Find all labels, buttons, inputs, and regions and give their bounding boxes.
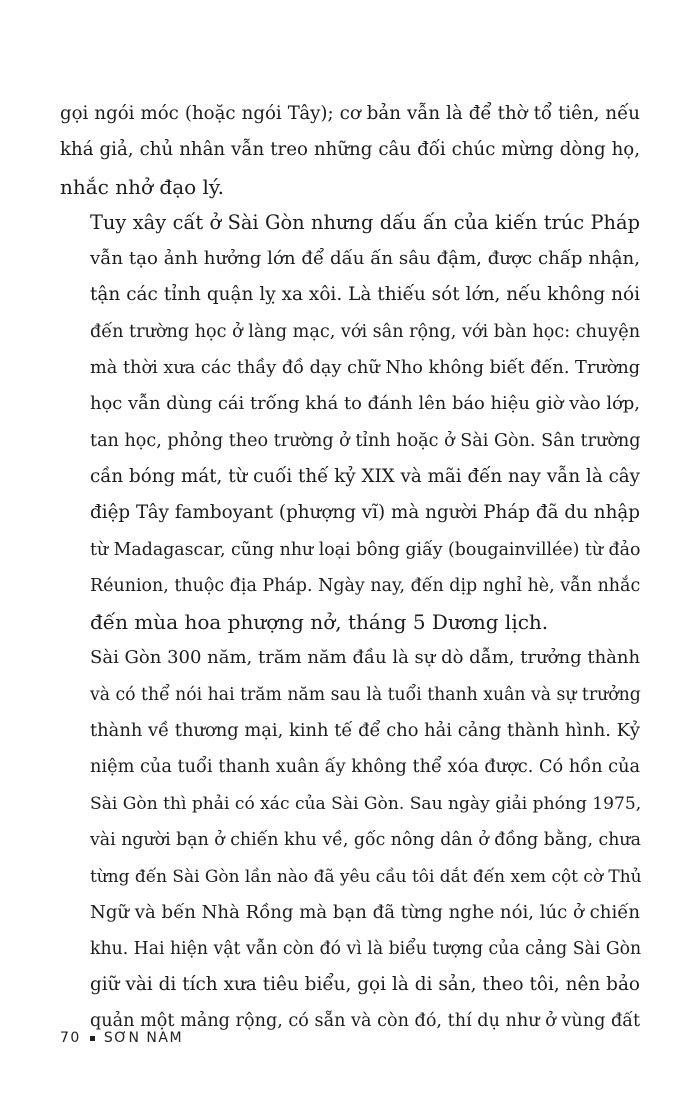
text-line: mà thời xưa các thầy đồ dạy chữ Nho không biết đến. Trường [90, 358, 641, 379]
text-line: tận các tỉnh quận lỵ xa xôi. Là thiếu sót lớn, nếu không nói [90, 284, 640, 306]
text-line: niệm của tuổi thanh xuân ấy không thể xóa được. Có hồn của [90, 757, 641, 778]
text-line: quản một mảng rộng, có sẵn và còn đó, thí dụ như ở vùng đất [90, 1011, 641, 1032]
text-line: đến trường học ở làng mạc, với sân rộng, với bàn học: chuyện [90, 321, 641, 342]
paragraph [60, 640, 640, 1039]
text-line: học vẫn dùng cái trống khá to đánh lên báo hiệu giờ vào lớp, [90, 393, 640, 415]
text-line: cần bóng mát, từ cuối thế kỷ XIX và mãi đến nay vẫn là cây [90, 465, 640, 487]
text-line: khu. Hai hiện vật vẫn còn đó vì là biểu tượng của cảng Sài Gòn [90, 938, 642, 959]
text-line: Sài Gòn thì phải có xác của Sài Gòn. Sau ngày giải phóng 1975, [90, 793, 642, 814]
text-line: vài người bạn ở chiến khu về, gốc nông dân ở đồng bằng, chưa [90, 829, 641, 850]
text-line: đến mùa hoa phượng nở, tháng 5 Dương lịch. [90, 610, 549, 635]
text-line: nhắc nhở đạo lý. [60, 174, 224, 199]
paragraph [60, 96, 640, 205]
text-line: thành về thương mại, kinh tế để cho hải cảng thành hình. Kỷ [90, 720, 640, 742]
text-line: Réunion, thuộc địa Pháp. Ngày nay, đến dịp nghỉ hè, vẫn nhắc [90, 575, 641, 596]
text-line: Sài Gòn 300 năm, trăm năm đầu là sự dò dẫm, trưởng thành [90, 647, 641, 669]
page-footer [60, 1030, 183, 1046]
text-line: Ngữ và bến Nhà Rồng mà bạn đã từng nghe nói, lúc ở chiến [90, 901, 640, 923]
text-line: giữ vài di tích xưa tiêu biểu, gọi là di sản, theo tôi, nên bảo [90, 974, 640, 996]
bullet-separator [90, 1036, 95, 1041]
text-line: từng đến Sài Gòn lần nào đã yêu cầu tôi dắt đến xem cột cờ Thủ [90, 866, 642, 887]
page-number: 70 [60, 1030, 81, 1046]
text-line: Tuy xây cất ở Sài Gòn nhưng dấu ấn của kiến trúc Pháp [90, 210, 640, 234]
text-line: khá giả, chủ nhân vẫn treo những câu đối chúc mừng dòng họ, [60, 139, 640, 161]
text-line: tan học, phỏng theo trường ở tỉnh hoặc ở Sài Gòn. Sân trường [90, 430, 641, 451]
text-line: từ Madagascar, cũng như loại bông giấy (bougainvillée) từ đảo [90, 539, 641, 560]
author-name: SƠN NAM [103, 1030, 184, 1046]
text-line: và có thể nói hai trăm năm sau là tuổi thanh xuân và sự trưởng [90, 684, 641, 705]
paragraph [60, 205, 640, 641]
text-line: vẫn tạo ảnh hưởng lớn để dấu ấn sâu đậm, được chấp nhận, [90, 248, 640, 270]
text-line: gọi ngói móc (hoặc ngói Tây); cơ bản vẫn là để thờ tổ tiên, nếu [60, 103, 640, 124]
text-line: điệp Tây famboyant (phượng vĩ) mà người Pháp đã du nhập [90, 502, 640, 524]
body-text [60, 96, 640, 1040]
